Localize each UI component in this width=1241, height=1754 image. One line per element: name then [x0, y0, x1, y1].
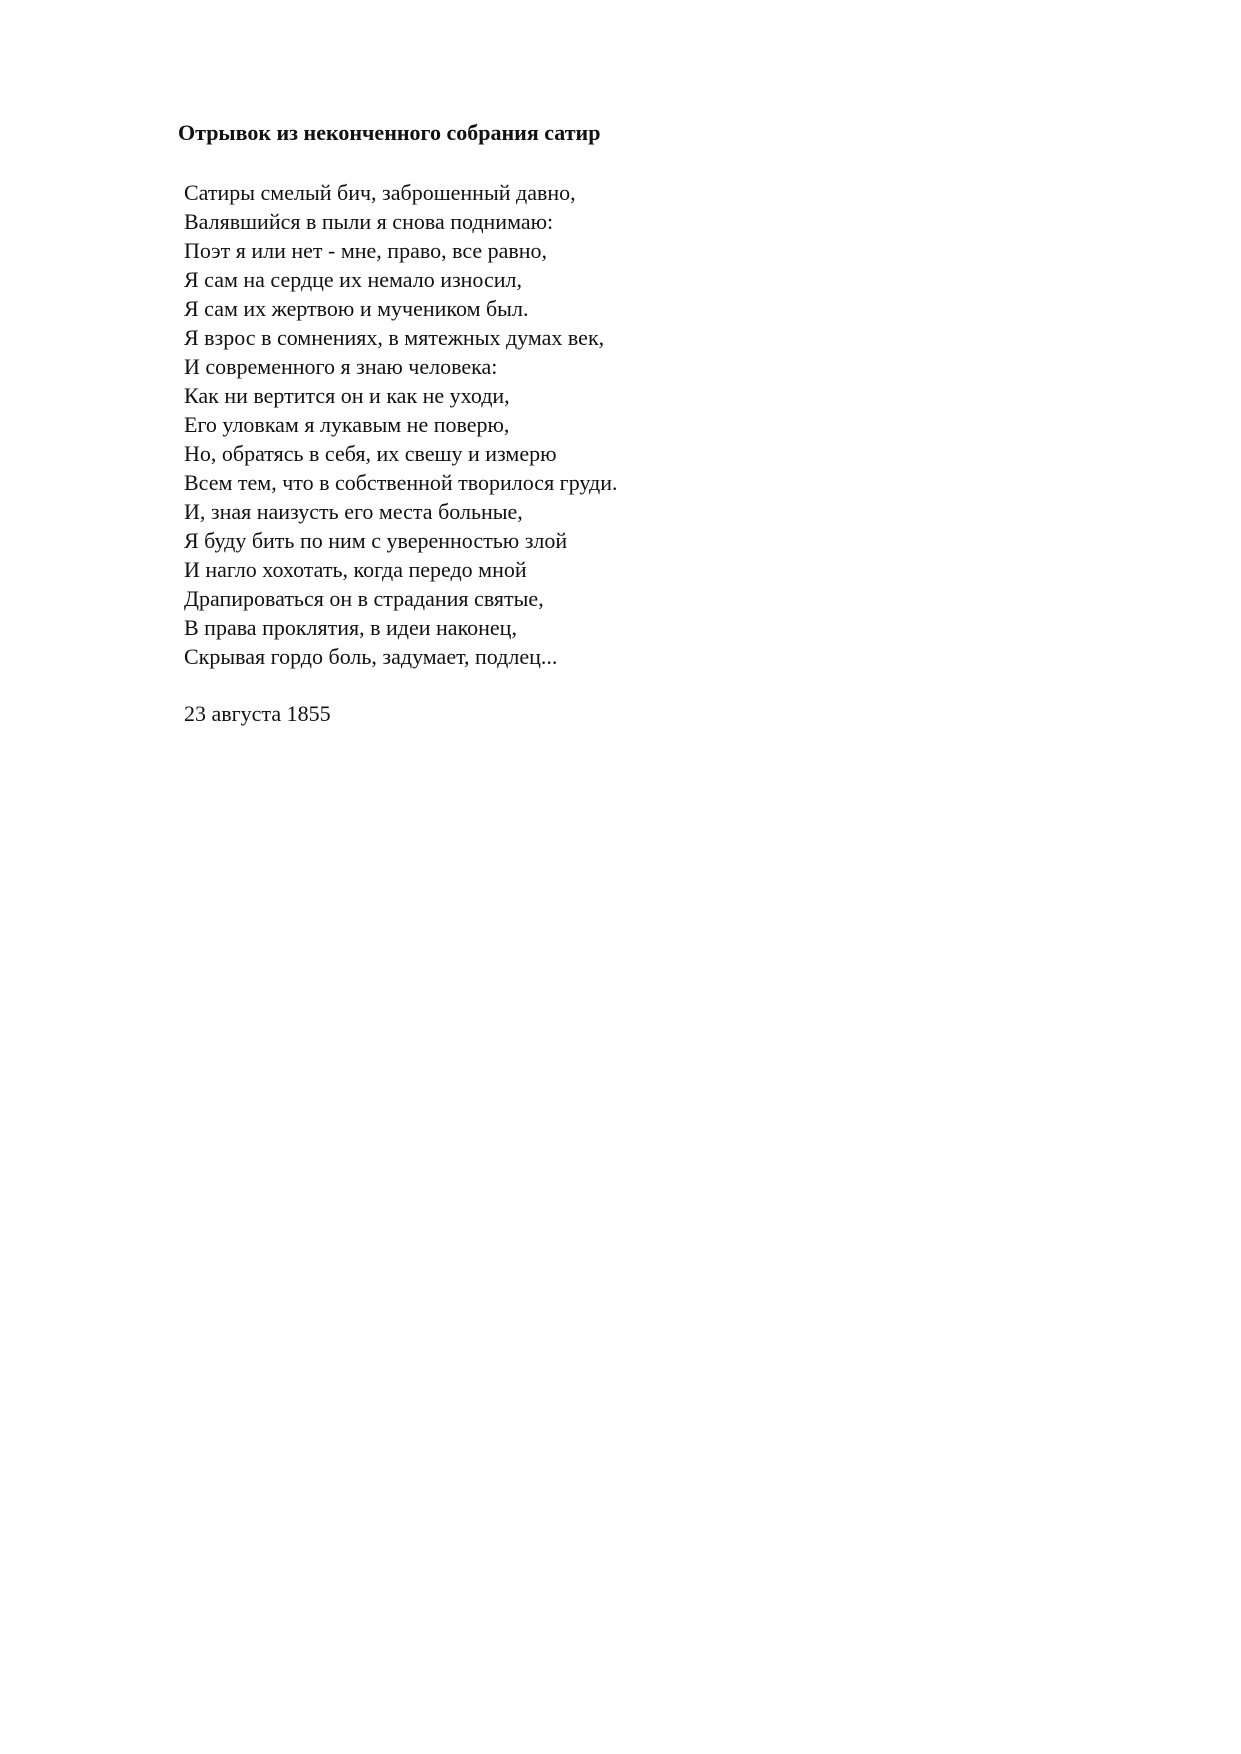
poem-line: Поэт я или нет - мне, право, все равно, [184, 238, 548, 263]
poem-line: В права проклятия, в идеи наконец, [184, 615, 517, 640]
poem-line: Драпироваться он в страдания святые, [184, 586, 544, 611]
poem-line: И, зная наизусть его места больные, [184, 499, 523, 524]
poem-line: Его уловкам я лукавым не поверю, [184, 412, 510, 437]
poem-line: Валявшийся в пыли я снова поднимаю: [184, 209, 554, 234]
poem-line: Я взрос в сомнениях, в мятежных думах век, [184, 325, 605, 350]
poem-line: Всем тем, что в собственной творилося груди. [184, 470, 618, 495]
poem-line: Сатиры смелый бич, заброшенный давно, [184, 180, 576, 205]
poem-line: Но, обратясь в себя, их свешу и измерю [184, 441, 557, 466]
poem-date: 23 августа 1855 [184, 701, 331, 726]
poem-line: Я сам их жертвою и мучеником был. [184, 296, 529, 321]
poem-line: Скрывая гордо боль, задумает, подлец... [184, 644, 558, 669]
poem-line: Как ни вертится он и как не уходи, [184, 383, 510, 408]
poem-line: И современного я знаю человека: [184, 354, 498, 379]
poem-line: Я буду бить по ним с уверенностью злой [184, 528, 568, 553]
poem-title: Отрывок из неконченного собрания сатир [178, 120, 601, 145]
poem-body [184, 178, 618, 671]
poem-line: И нагло хохотать, когда передо мной [184, 557, 527, 582]
poem-line: Я сам на сердце их немало износил, [184, 267, 522, 292]
